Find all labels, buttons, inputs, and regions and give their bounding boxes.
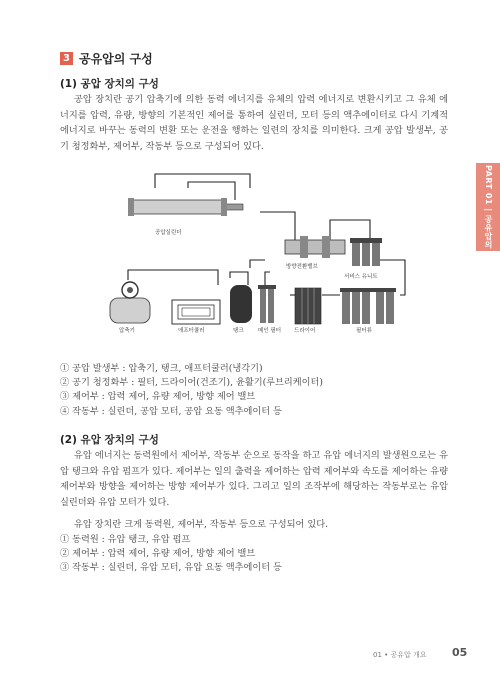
section-heading: 공유압의 구성 bbox=[79, 52, 153, 66]
list-item: ③ 작동부 : 실린더, 유압 모터, 유압 요동 액추에이터 등 bbox=[60, 562, 282, 574]
label-tank: 탱크 bbox=[233, 328, 244, 334]
subsection-2-title: (2) 유압 장치의 구성 bbox=[60, 434, 159, 446]
page-number: 05 bbox=[452, 646, 468, 659]
list-item: ② 공기 청정화부 : 필터, 드라이어(건조기), 윤활기(루브리케이터) bbox=[60, 377, 323, 389]
subsection-2-paragraph-1: 유압 에너지는 동력원에서 제어부, 작동부 순으로 동작을 하고 유압 에너지의 발생원으로는 유압 탱크와 유압 펌프가 있다. 제어부는 일의 출력을 제어하는 압력 제어부와 속도를 제어하는 유량 제어부와 방향을 제어하는 방향 제어부가 있다. 그리고 일의 조작부에 해당하는 작동부로는 유압 실린더와 유압 모터가 있다. bbox=[60, 450, 448, 508]
section-title bbox=[60, 50, 153, 67]
valve-illustration bbox=[285, 236, 345, 258]
subsection-1-list bbox=[60, 362, 448, 419]
label-valve: 방향전환밸브 bbox=[286, 264, 318, 270]
list-item: ① 공압 발생부 : 압축기, 탱크, 애프터쿨러(냉각기) bbox=[60, 363, 263, 374]
pneumatic-system-diagram bbox=[100, 160, 430, 355]
label-filters: 필터류 bbox=[356, 328, 372, 334]
label-cylinder: 공압실린더 bbox=[155, 230, 182, 236]
subsection-1-title: (1) 공압 장치의 구성 bbox=[60, 78, 159, 90]
list-item: ② 제어부 : 압력 제어, 유량 제어, 방향 제어 밸브 bbox=[60, 548, 256, 560]
label-aftercooler: 애프터쿨러 bbox=[178, 328, 205, 334]
subsection-1-paragraph: 공압 장치란 공기 압축기에 의한 동력 에너지를 유체의 압력 에너지로 변환시키고 그 유체 에너지를 압력, 유량, 방향의 기본적인 제어를 통하여 실린더, 모터 등의 액추에이터로 다시 기계적 에너지로 바꾸는 동력의 변환 또는 운전을 행하는 일련의 장치를 의미한다. 크게 공압 발생부, 공기 청정화부, 제어부, 작동부 등으로 구성되어 있다. bbox=[60, 94, 448, 152]
subsection-2-paragraph-2: 유압 장치란 크게 동력원, 제어부, 작동부 등으로 구성되어 있다. bbox=[74, 519, 329, 530]
part-side-tab: PART 01 | 공유압의 이해 bbox=[476, 163, 500, 251]
label-service-unit: 서비스 유니트 bbox=[344, 274, 378, 280]
filters-illustration bbox=[340, 288, 396, 324]
footer-chapter-label: 01 • 공유압 개요 bbox=[373, 651, 427, 659]
list-item: ① 동력원 : 유압 탱크, 유압 펌프 bbox=[60, 534, 191, 545]
list-item: ③ 제어부 : 압력 제어, 유량 제어, 방향 제어 밸브 bbox=[60, 391, 256, 403]
main-filter-illustration bbox=[258, 285, 276, 323]
label-main-filter: 메인 필터 bbox=[258, 328, 282, 334]
compressor-illustration bbox=[110, 282, 150, 323]
list-item: ④ 작동부 : 실린더, 공압 모터, 공압 요동 액추에이터 등 bbox=[60, 405, 282, 417]
service-unit-illustration bbox=[350, 238, 382, 266]
label-dryer: 드라이어 bbox=[294, 328, 316, 334]
cylinder-illustration bbox=[128, 198, 243, 216]
section-number-badge: 3 bbox=[60, 52, 73, 65]
dryer-illustration bbox=[295, 288, 321, 324]
aftercooler-illustration bbox=[172, 300, 220, 324]
subsection-2-list bbox=[60, 533, 448, 576]
label-compressor: 압축기 bbox=[119, 328, 135, 334]
tank-illustration bbox=[230, 285, 252, 323]
